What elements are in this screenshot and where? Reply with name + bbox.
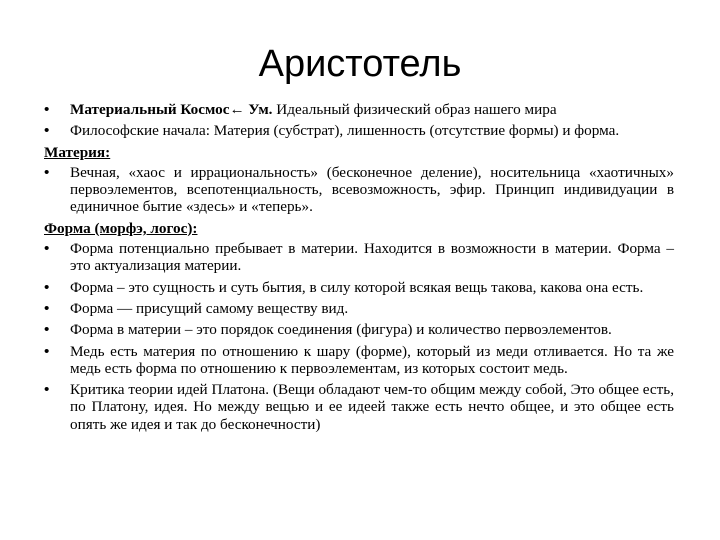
intro-bold-text: Материальный Космос← Ум.	[70, 101, 273, 118]
bullet-icon: •	[44, 381, 50, 399]
form-item-text: Форма потенциально пребывает в материи. Находится в возможности в материи. Форма – это актуализация материи.	[70, 240, 674, 275]
form-item	[44, 321, 674, 338]
form-item-text: Форма в материи – это порядок соединения (фигура) и количество первоэлементов.	[70, 321, 612, 339]
intro-item-cosmos	[44, 101, 674, 118]
bullet-icon: •	[44, 240, 50, 258]
matter-heading: Материя:	[44, 143, 111, 161]
bullet-icon: •	[44, 342, 50, 360]
form-item-text: Критика теории идей Платона. (Вещи обладают чем-то общим между собой, Это общее есть, по Платону, идея. Но между вещью и ее идеей также есть нечто общее, и это общее есть опять же идея и так до бесконечности)	[70, 381, 674, 433]
bullet-icon: •	[44, 278, 50, 296]
form-item	[44, 279, 674, 296]
form-item-text: Медь есть материя по отношению к шару (форме), который из меди отливается. Но та же медь есть форма по отношению к первоэлементам, из которых состоит медь.	[70, 342, 674, 377]
form-item-text: Форма – это сущность и суть бытия, в силу которой всякая вещь такова, какова она есть.	[70, 278, 644, 296]
form-item-text: Форма — присущий самому веществу вид.	[70, 299, 349, 317]
bullet-icon: •	[44, 299, 50, 317]
form-item	[44, 240, 674, 275]
form-item	[44, 343, 674, 378]
intro-text: Философские начала: Материя (субстрат), лишенность (отсутствие формы) и форма.	[70, 122, 620, 140]
slide-content	[44, 101, 674, 437]
matter-item	[44, 164, 674, 216]
slide-title: Аристотель	[258, 43, 462, 85]
bullet-icon: •	[44, 122, 50, 140]
bullet-icon: •	[44, 101, 50, 118]
form-heading: Форма (морфэ, логос):	[44, 219, 198, 237]
matter-item-text: Вечная, «хаос и иррациональность» (бесконечное деление), носительница «хаотичных» первоэлементов, всепотенциальность, всевозможность, эфир. Принцип индивидуации в единичное бытие «здесь» и «теперь».	[70, 163, 674, 216]
bullet-icon: •	[44, 321, 50, 339]
form-item	[44, 381, 674, 433]
form-item	[44, 300, 674, 317]
bullet-icon: •	[44, 163, 50, 181]
intro-text: Идеальный физический образ нашего мира	[272, 101, 557, 118]
intro-item-principles	[44, 122, 674, 139]
